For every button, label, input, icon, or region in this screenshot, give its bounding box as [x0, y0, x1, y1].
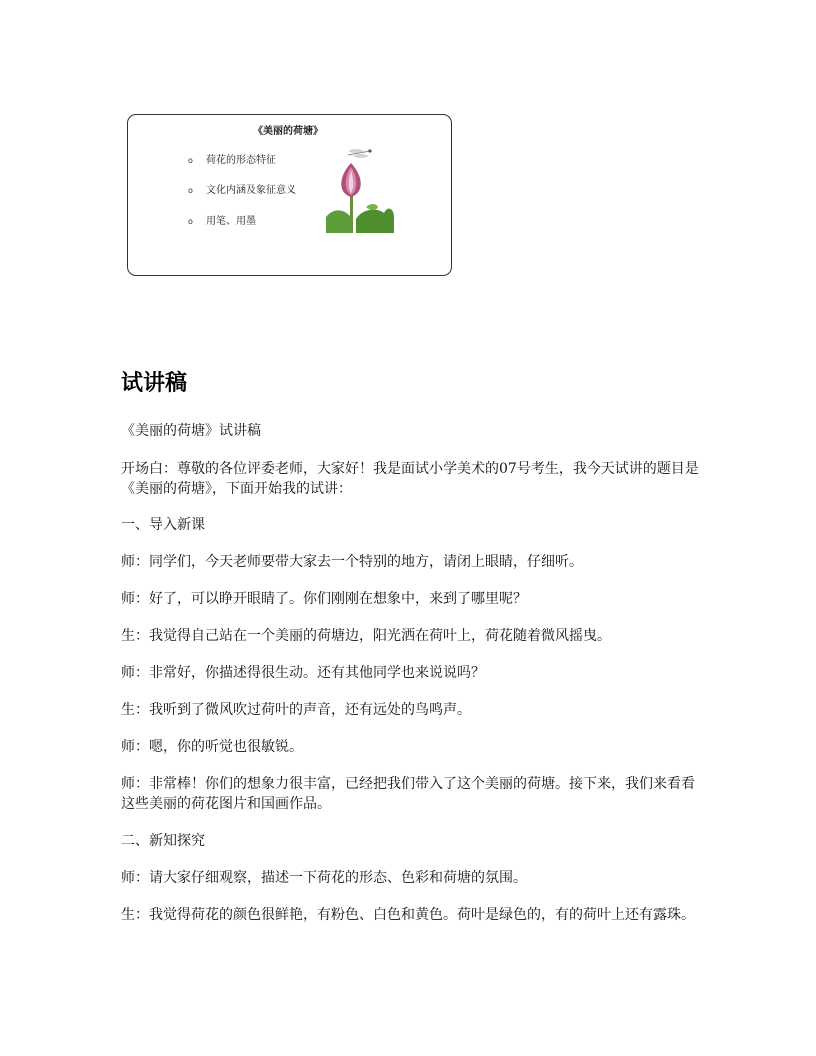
paragraph: 师：同学们，今天老师要带大家去一个特别的地方，请闭上眼睛，仔细听。	[121, 554, 583, 570]
paragraph: 师：非常好，你描述得很生动。还有其他同学也来说说吗？	[121, 665, 485, 681]
paragraph: 师：好了，可以睁开眼睛了。你们刚刚在想象中，来到了哪里呢？	[121, 591, 527, 607]
lotus-dragonfly-image	[326, 147, 394, 233]
paragraph: 一、导入新课	[121, 517, 205, 533]
slide-bullet	[188, 151, 276, 166]
bullet-text: 荷花的形态特征	[206, 155, 276, 166]
bullet-text: 文化内涵及象征意义	[206, 185, 296, 196]
paragraph: 开场白：尊敬的各位评委老师，大家好！我是面试小学美术的07号考生，我今天试讲的题目是《美丽的荷塘》，下面开始我的试讲：	[121, 461, 699, 497]
bullet-mark: o	[188, 156, 193, 165]
paragraph: 生：我听到了微风吹过荷叶的声音，还有远处的鸟鸣声。	[121, 702, 471, 718]
paragraph: 师：嗯，你的听觉也很敏锐。	[121, 739, 303, 755]
paragraph: 生：我觉得自己站在一个美丽的荷塘边，阳光洒在荷叶上，荷花随着微风摇曳。	[121, 628, 611, 644]
bullet-mark: o	[188, 186, 193, 195]
slide-bullet	[188, 181, 296, 196]
paragraph: 师：请大家仔细观察，描述一下荷花的形态、色彩和荷塘的氛围。	[121, 870, 527, 886]
paragraph: 二、新知探究	[121, 833, 205, 849]
bullet-mark: o	[188, 217, 193, 226]
slide-thumbnail	[127, 114, 452, 276]
bullet-text: 用笔、用墨	[206, 216, 256, 227]
slide-bullet	[188, 212, 256, 227]
paragraph: 《美丽的荷塘》试讲稿	[121, 423, 261, 439]
section-heading: 试讲稿	[121, 371, 188, 396]
paragraph: 生：我觉得荷花的颜色很鲜艳，有粉色、白色和黄色。荷叶是绿色的，有的荷叶上还有露珠。	[121, 907, 695, 923]
slide-title: 《美丽的荷塘》	[253, 126, 323, 137]
paragraph: 师：非常棒！你们的想象力很丰富，已经把我们带入了这个美丽的荷塘。接下来，我们来看看这些美丽的荷花图片和国画作品。	[121, 776, 695, 812]
